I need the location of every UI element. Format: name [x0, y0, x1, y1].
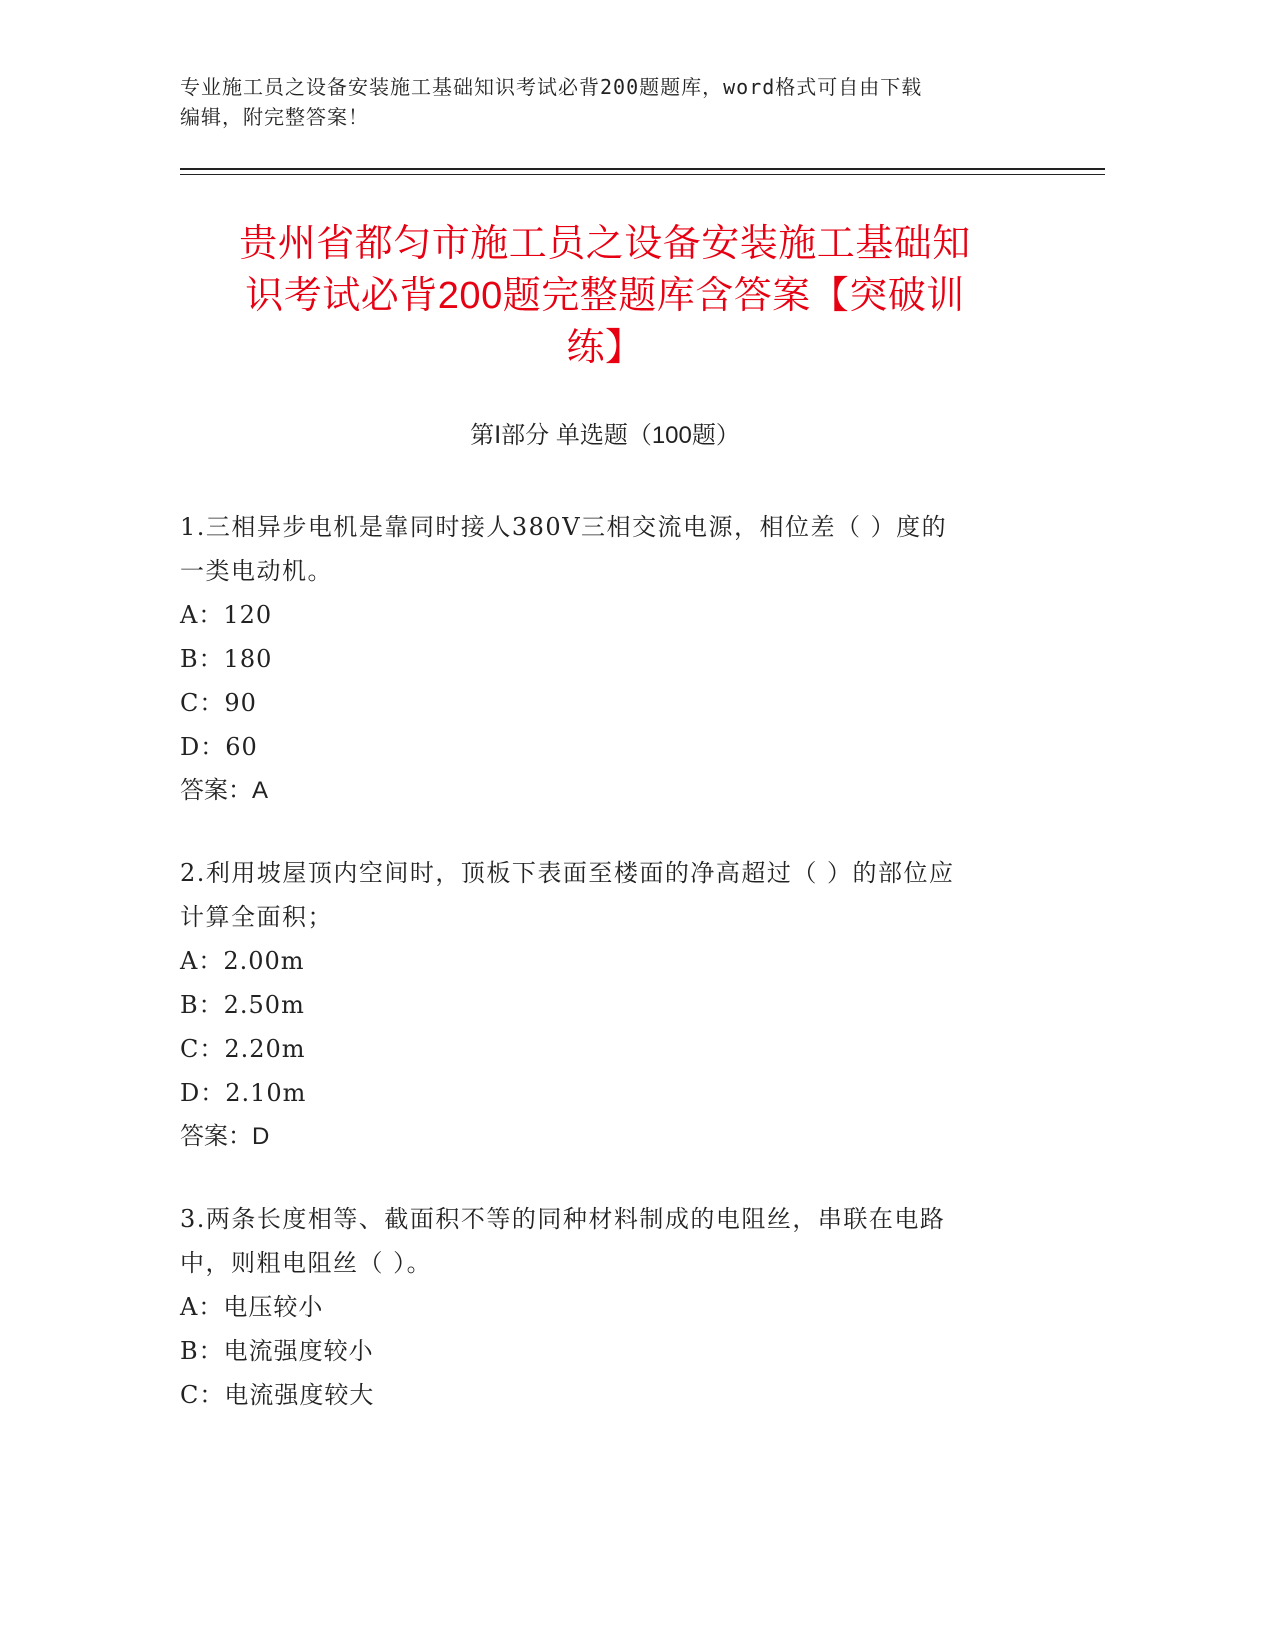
- answer: 答案：A: [180, 777, 269, 804]
- option-d: D：2.10m: [180, 1079, 307, 1107]
- question-stem-line-2: 中，则粗电阻丝（ ）。: [180, 1249, 433, 1277]
- question-stem-line-2: 一类电动机。: [180, 557, 333, 585]
- answer: 答案：D: [180, 1123, 270, 1150]
- question-stem-line-1: 2.利用坡屋顶内空间时，顶板下表面至楼面的净高超过（ ）的部位应: [180, 859, 955, 887]
- question-stem-line-1: 3.两条长度相等、截面积不等的同种材料制成的电阻丝，串联在电路: [180, 1205, 946, 1233]
- document-title-line-1: 贵州省都匀市施工员之设备安装施工基础知: [239, 223, 971, 265]
- option-c: C：电流强度较大: [180, 1381, 375, 1409]
- header-divider-thick: [180, 168, 1105, 170]
- section-heading: 第Ⅰ部分 单选题（100题）: [470, 422, 740, 449]
- question-2: [180, 851, 1040, 1159]
- header-note-line-1: 专业施工员之设备安装施工基础知识考试必背200题题库，word格式可自由下载: [180, 75, 923, 99]
- question-stem-line-1: 1.三相异步电机是靠同时接人380V三相交流电源，相位差（ ）度的: [180, 513, 948, 541]
- option-c: C：2.20m: [180, 1035, 306, 1063]
- option-b: B：180: [180, 645, 273, 673]
- option-b: B：2.50m: [180, 991, 305, 1019]
- question-list: [180, 505, 1040, 1455]
- option-d: D：60: [180, 733, 258, 761]
- option-a: A：2.00m: [180, 947, 305, 975]
- question-3: [180, 1197, 1040, 1417]
- question-1: [180, 505, 1040, 813]
- option-b: B：电流强度较小: [180, 1337, 374, 1365]
- option-a: A：120: [180, 601, 273, 629]
- document-title-line-3: 练】: [566, 327, 644, 369]
- document-title: [180, 218, 1030, 374]
- document-title-line-2: 识考试必背200题完整题库含答案【突破训: [245, 275, 965, 317]
- header-note-line-2: 编辑，附完整答案！: [180, 105, 369, 129]
- option-c: C：90: [180, 689, 257, 717]
- header-note: [180, 72, 1040, 132]
- header-divider-thin: [180, 174, 1105, 175]
- question-stem-line-2: 计算全面积；: [180, 903, 333, 931]
- option-a: A：电压较小: [180, 1293, 324, 1321]
